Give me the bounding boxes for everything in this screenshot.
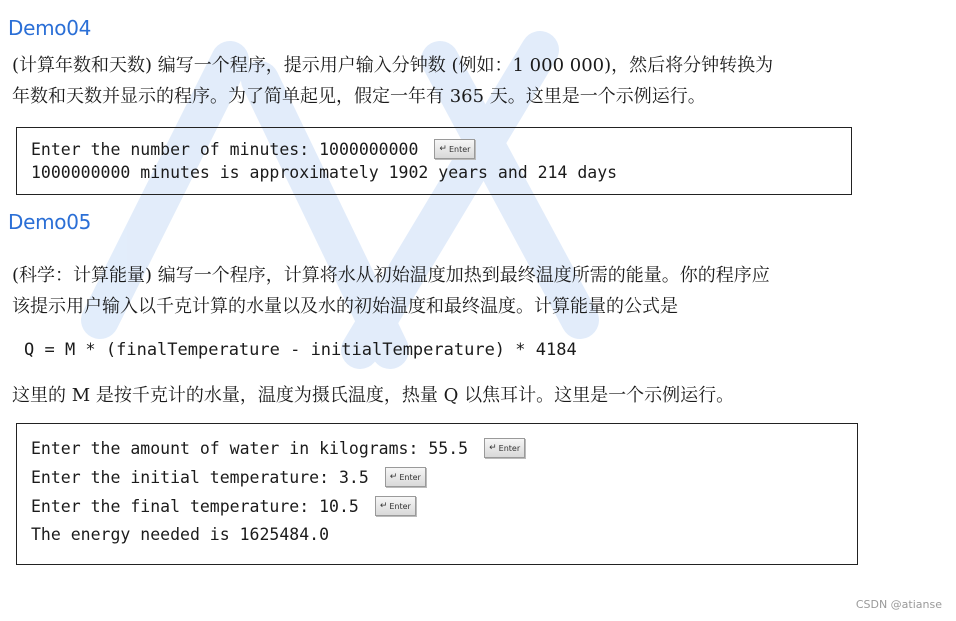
enter-key-badge [484,438,525,458]
demo04-heading: Demo04 [8,16,92,40]
enter-key-label: Enter [498,443,521,453]
enter-key-label: Enter [389,501,411,511]
demo05-description-line1: (科学：计算能量) 编写一个程序，计算将水从初始温度加热到最终温度所需的能量。你的程序应 [12,265,770,286]
return-arrow-icon: ↵ [389,472,398,482]
return-arrow-icon: ↵ [489,443,497,453]
csdn-credit: CSDN @atianse [855,598,942,611]
enter-key-label: Enter [448,144,471,154]
enter-key-badge [434,139,475,159]
enter-key-badge [375,496,416,516]
demo04-description-line1: (计算年数和天数) 编写一个程序，提示用户输入分钟数 (例如：1 000 000)，然后将分钟转换为 [12,55,774,76]
demo05-sample-run-box [16,423,858,565]
demo05-console-line3: Enter the final temperature: 10.5 [31,496,359,516]
demo04-console-line2: 1000000000 minutes is approximately 1902 years and 214 days [31,163,618,182]
demo05-description-line2: 该提示用户输入以千克计算的水量以及水的初始温度和最终温度。计算能量的公式是 [12,296,678,317]
return-arrow-icon: ↵ [439,144,447,154]
demo04-description-line2: 年数和天数并显示的程序。为了简单起见，假定一年有 365 天。这里是一个示例运行。 [12,86,706,107]
return-arrow-icon: ↵ [379,501,388,511]
demo05-explanation: 这里的 M 是按千克计的水量，温度为摄氏温度，热量 Q 以焦耳计。这里是一个示例运行。 [12,385,735,406]
energy-formula: Q = M * (finalTemperature - initialTemperature) * 4184 [24,340,577,360]
demo05-heading: Demo05 [8,210,92,234]
demo04-sample-run-box [16,127,852,195]
demo04-description [12,50,947,112]
demo05-console-line1: Enter the amount of water in kilograms: 55.5 [31,438,469,458]
enter-key-label: Enter [399,472,421,482]
demo04-console-line1: Enter the number of minutes: 1000000000 [31,139,419,159]
demo05-console-line2: Enter the initial temperature: 3.5 [31,467,369,487]
demo05-console-line4: The energy needed is 1625484.0 [31,525,330,544]
demo05-description [12,260,947,322]
enter-key-badge [385,467,426,487]
